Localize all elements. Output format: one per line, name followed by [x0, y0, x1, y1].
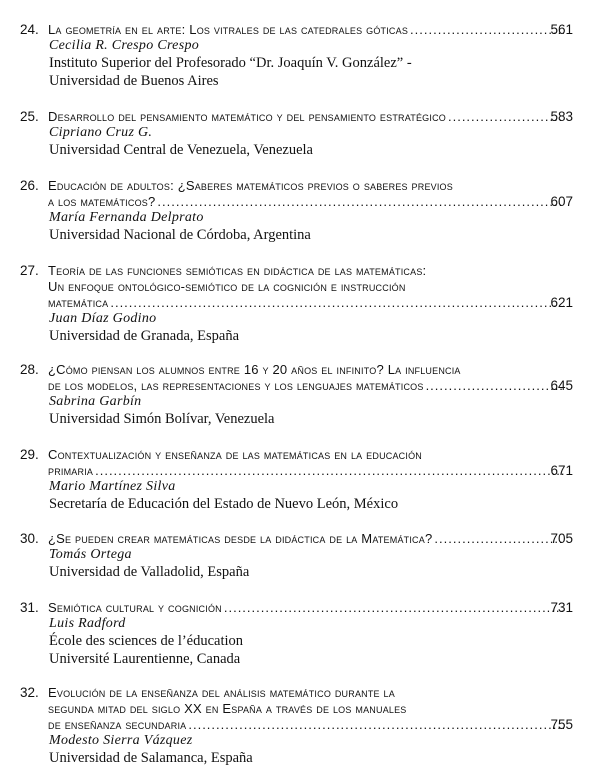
dot-leader — [95, 463, 564, 479]
page-number: 705 — [550, 531, 573, 546]
entry-number: 29. — [20, 447, 39, 462]
dot-leader — [188, 717, 564, 733]
entry-number: 28. — [20, 362, 39, 377]
entry-affiliation: Universidad de Granada, España — [49, 328, 240, 344]
entry-author: Juan Díaz Godino — [49, 311, 157, 326]
entry-title-line: segunda mitad del siglo XX en España a través de los manuales — [48, 701, 407, 716]
dot-leader — [110, 295, 564, 311]
entry-title-line: Un enfoque ontológico-semiótico de la cognición e instrucción — [48, 279, 406, 294]
page-number: 731 — [550, 600, 573, 615]
entry-title-line — [48, 463, 566, 479]
page-number: 645 — [550, 378, 573, 393]
page-number: 755 — [550, 717, 573, 732]
entry-title-line — [48, 109, 566, 125]
dot-leader — [157, 194, 564, 210]
entry-number: 30. — [20, 531, 39, 546]
entry-affiliation: École des sciences de l’éducation — [49, 633, 244, 649]
page-number: 583 — [550, 109, 573, 124]
entry-affiliation: Secretaría de Educación del Estado de Nuevo León, México — [49, 496, 399, 512]
entry-title-text: primaria — [48, 463, 94, 478]
entry-title-text: matemática — [48, 295, 109, 310]
entry-title-line — [48, 378, 566, 394]
page-number: 621 — [550, 295, 573, 310]
entry-number: 26. — [20, 178, 39, 193]
entry-author: Tomás Ortega — [49, 547, 132, 562]
entry-number: 24. — [20, 22, 39, 37]
entry-title-text: a los matemáticos? — [48, 194, 156, 209]
entry-title-line — [48, 531, 566, 547]
entry-author: Mario Martínez Silva — [49, 479, 176, 494]
page-number: 607 — [550, 194, 573, 209]
entry-affiliation: Instituto Superior del Profesorado “Dr. Joaquín V. González” - — [49, 55, 412, 71]
entry-affiliation: Universidad Simón Bolívar, Venezuela — [49, 411, 275, 427]
entry-title-line: Contextualización y enseñanza de las matemáticas en la educación — [48, 447, 422, 462]
page-number: 671 — [550, 463, 573, 478]
entry-title-line: ¿Cómo piensan los alumnos entre 16 y 20 años el infinito? La influencia — [48, 362, 461, 377]
entry-title-line: Educación de adultos: ¿Saberes matemáticos previos o saberes previos — [48, 178, 453, 193]
entry-author: Modesto Sierra Vázquez — [49, 733, 193, 748]
page-number: 561 — [550, 22, 573, 37]
entry-title-line: Evolución de la enseñanza del análisis matemático durante la — [48, 685, 395, 700]
entry-number: 27. — [20, 263, 39, 278]
entry-title-text: Desarrollo del pensamiento matemático y del pensamiento estratégico — [48, 109, 446, 124]
entry-title-line — [48, 194, 566, 210]
entry-title-text: La geometría en el arte: Los vitrales de las catedrales góticas — [48, 22, 409, 37]
entry-author: María Fernanda Delprato — [49, 210, 204, 225]
entry-number: 31. — [20, 600, 39, 615]
entry-author: Cipriano Cruz G. — [49, 125, 153, 140]
entry-title-text: de enseñanza secundaria — [48, 717, 187, 732]
entry-title-line: Teoría de las funciones semióticas en didáctica de las matemáticas: — [48, 263, 427, 278]
entry-number: 25. — [20, 109, 39, 124]
entry-affiliation: Universidad Nacional de Córdoba, Argentina — [49, 227, 311, 243]
entry-author: Sabrina Garbín — [49, 394, 142, 409]
entry-title-line — [48, 600, 566, 616]
entry-title-line — [48, 717, 566, 733]
dot-leader — [224, 600, 564, 616]
entry-author: Luis Radford — [49, 616, 126, 631]
entry-title-text: Semiótica cultural y cognición — [48, 600, 222, 615]
entry-affiliation: Universidad de Valladolid, España — [49, 564, 250, 580]
entry-title-text: de los modelos, las representaciones y los lenguajes matemáticos — [48, 378, 424, 393]
entry-author: Cecilia R. Crespo Crespo — [49, 38, 200, 53]
entry-title-text: ¿Se pueden crear matemáticas desde la didáctica de la Matemática? — [48, 531, 433, 546]
entry-affiliation: Université Laurentienne, Canada — [49, 651, 241, 667]
entry-title-line — [48, 295, 566, 311]
entry-affiliation: Universidad Central de Venezuela, Venezuela — [49, 142, 313, 158]
entry-affiliation: Universidad de Buenos Aires — [49, 73, 219, 89]
entry-affiliation: Universidad de Salamanca, España — [49, 750, 253, 766]
entry-number: 32. — [20, 685, 39, 700]
entry-title-line — [48, 22, 566, 38]
